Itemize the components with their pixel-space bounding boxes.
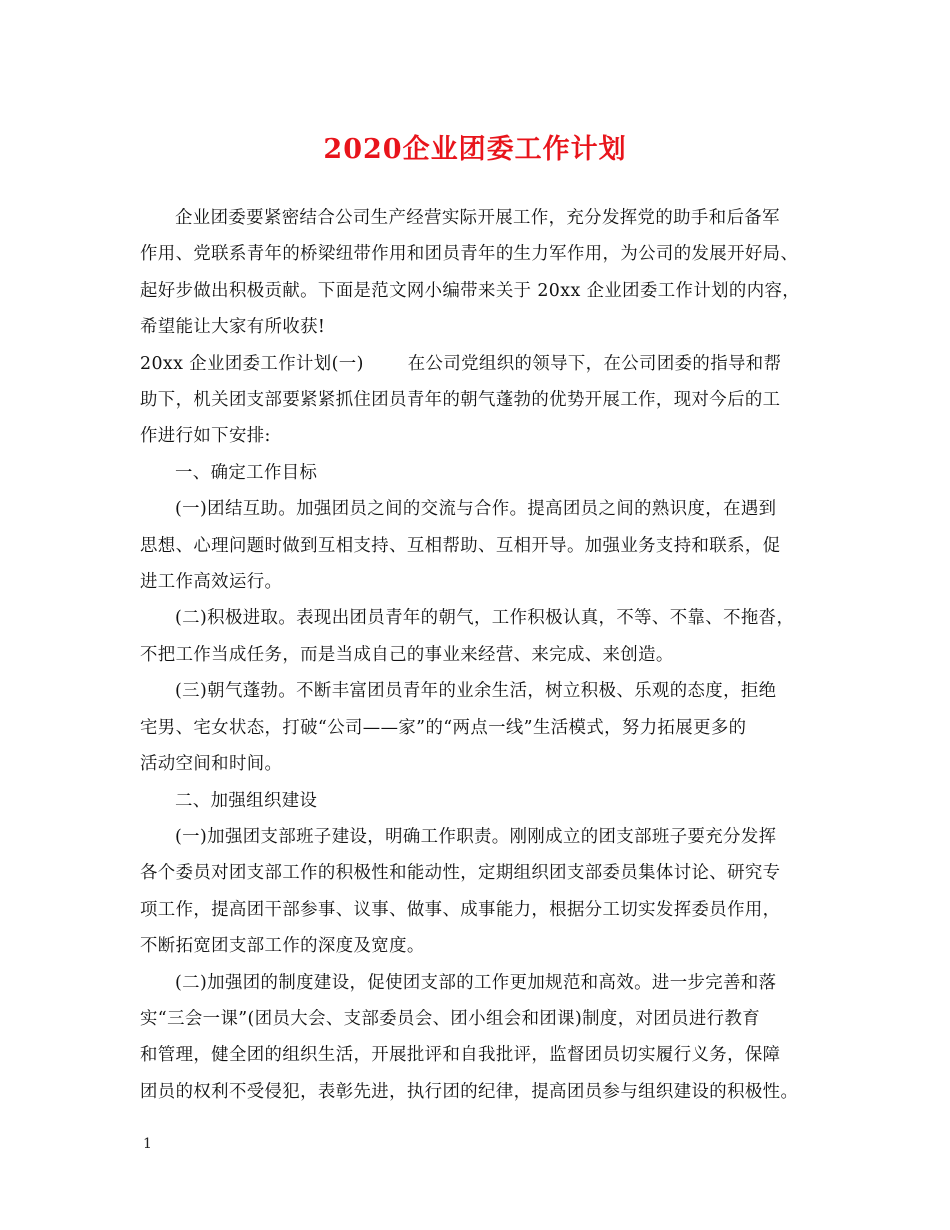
paragraph-line: 作进行如下安排: (140, 426, 271, 447)
paragraph-line: 不把工作当成任务，而是当成自己的事业来经营、来完成、来创造。 (140, 644, 674, 665)
page-number: 1 (143, 1136, 152, 1152)
paragraph-line: 各个委员对团支部工作的积极性和能动性，定期组织团支部委员集体讨论、研究专 (140, 863, 781, 884)
paragraph-line: 和管理，健全团的组织生活，开展批评和自我批评，监督团员切实履行义务，保障 (140, 1045, 781, 1066)
paragraph-line: 思想、心理问题时做到互相支持、互相帮助、互相开导。加强业务支持和联系，促 (140, 535, 781, 556)
paragraph-line: 不断拓宽团支部工作的深度及宽度。 (140, 936, 425, 957)
document-body (140, 200, 830, 1110)
plan-heading: 20xx 企业团委工作计划(一) (140, 353, 364, 374)
paragraph-line: (三)朝气蓬勃。不断丰富团员青年的业余生活，树立积极、乐观的态度，拒绝 (175, 681, 777, 702)
paragraph-line: 实“三会一课”(团员大会、支部委员会、团小组会和团课)制度，对团员进行教育 (140, 1008, 761, 1029)
paragraph-line: 项工作，提高团干部参事、议事、做事、成事能力，根据分工切实发挥委员作用， (140, 899, 781, 920)
paragraph-line: (二)积极进取。表现出团员青年的朝气，工作积极认真，不等、不靠、不拖沓， (175, 608, 795, 629)
section-heading: 二、加强组织建设 (175, 790, 318, 811)
paragraph-line: 起好步做出积极贡献。下面是范文网小编带来关于 20xx 企业团委工作计划的内容， (140, 280, 801, 301)
paragraph-line: 团员的权利不受侵犯，表彰先进，执行团的纪律，提高团员参与组织建设的积极性。 (140, 1081, 799, 1102)
paragraph-line: 进工作高效运行。 (140, 572, 283, 593)
paragraph-line: 宅男、宅女状态，打破“公司——家”的“两点一线”生活模式，努力拓展更多的 (140, 717, 747, 738)
paragraph-line: (二)加强团的制度建设，促使团支部的工作更加规范和高效。进一步完善和落 (175, 972, 777, 993)
paragraph-line: (一)团结互助。加强团员之间的交流与合作。提高团员之间的熟识度，在遇到 (175, 499, 777, 520)
section-heading: 一、确定工作目标 (175, 462, 318, 483)
paragraph-line: 活动空间和时间。 (140, 754, 283, 775)
document-title: 2020企业团委工作计划 (323, 134, 627, 165)
paragraph-line: 希望能让大家有所收获! (140, 317, 326, 338)
paragraph-text: 在公司党组织的领导下，在公司团委的指导和帮 (407, 353, 782, 374)
paragraph-line: (一)加强团支部班子建设，明确工作职责。刚刚成立的团支部班子要充分发挥 (175, 826, 777, 847)
paragraph-line: 企业团委要紧密结合公司生产经营实际开展工作，充分发挥党的助手和后备军 (175, 208, 780, 228)
plan-heading-line (140, 346, 830, 382)
paragraph-line: 助下，机关团支部要紧紧抓住团员青年的朝气蓬勃的优势开展工作，现对今后的工 (140, 390, 781, 411)
paragraph-line: 作用、党联系青年的桥梁纽带作用和团员青年的生力军作用，为公司的发展开好局、 (140, 244, 799, 265)
